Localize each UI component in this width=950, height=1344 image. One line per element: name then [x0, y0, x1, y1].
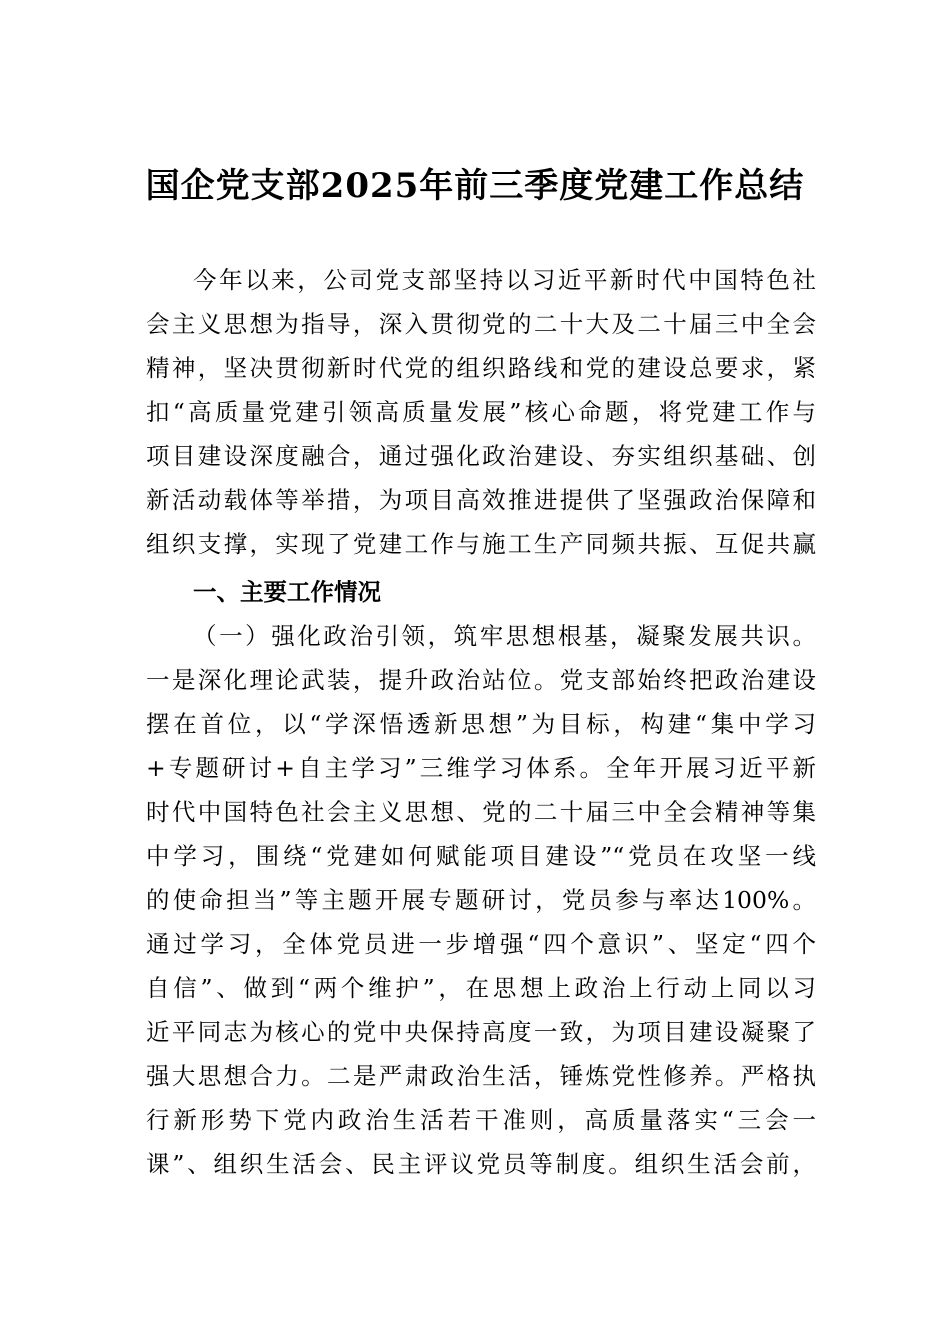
intro-line: 新活动载体等举措，为项目高效推进提供了坚强政治保障和	[146, 486, 816, 514]
intro-line: 今年以来，公司党支部坚持以习近平新时代中国特色社	[193, 266, 816, 294]
body-line: 时代中国特色社会主义思想、党的二十届三中全会精神等集	[146, 798, 816, 826]
intro-line: 项目建设深度融合，通过强化政治建设、夯实组织基础、创	[146, 442, 816, 470]
body-line: 的使命担当”等主题开展专题研讨，党员参与率达100%。	[146, 886, 816, 914]
body-line: 一是深化理论武装，提升政治站位。党支部始终把政治建设	[146, 666, 816, 694]
body-line: +专题研讨+自主学习”三维学习体系。全年开展习近平新	[146, 754, 816, 782]
body-line: 摆在首位，以“学深悟透新思想”为目标，构建“集中学习	[146, 710, 816, 738]
section-paragraph	[146, 614, 816, 1186]
subsection-heading: （一）强化政治引领，筑牢思想根基，凝聚发展共识。	[193, 622, 816, 650]
body-line: 行新形势下党内政治生活若干准则，高质量落实“三会一	[146, 1106, 816, 1134]
body-line: 强大思想合力。二是严肃政治生活，锤炼党性修养。严格执	[146, 1062, 816, 1090]
intro-line: 组织支撑，实现了党建工作与施工生产同频共振、互促共赢	[146, 530, 816, 558]
body-line: 近平同志为核心的党中央保持高度一致，为项目建设凝聚了	[146, 1018, 816, 1046]
body-line: 通过学习，全体党员进一步增强“四个意识”、坚定“四个	[146, 930, 816, 958]
intro-line: 扣“高质量党建引领高质量发展”核心命题，将党建工作与	[146, 398, 816, 426]
body-line: 中学习，围绕“党建如何赋能项目建设”“党员在攻坚一线	[146, 842, 816, 870]
document-title: 国企党支部2025年前三季度党建工作总结	[145, 166, 805, 206]
section-heading: 一、主要工作情况	[193, 578, 381, 606]
intro-line: 精神，坚决贯彻新时代党的组织路线和党的建设总要求，紧	[146, 354, 816, 382]
body-line: 课”、组织生活会、民主评议党员等制度。组织生活会前，	[146, 1150, 816, 1178]
intro-paragraph	[146, 258, 816, 566]
body-line: 自信”、做到“两个维护”，在思想上政治上行动上同以习	[146, 974, 816, 1002]
intro-line: 会主义思想为指导，深入贯彻党的二十大及二十届三中全会	[146, 310, 816, 338]
